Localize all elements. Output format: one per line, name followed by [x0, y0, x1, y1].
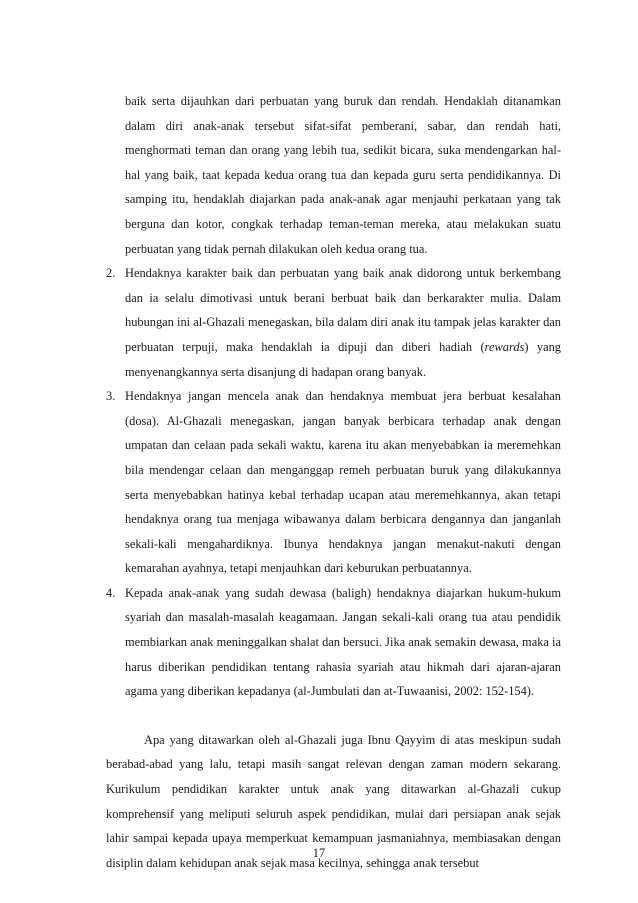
continued-list-text: baik serta dijauhkan dari perbuatan yang buruk dan rendah. Hendaklah ditanamkan dalam diri anak-anak tersebut sifat-sifat pemberani, sabar, dan rendah hati, menghormati teman dan orang yang lebih tua, sedikit bicara, suka mendengarkan hal-hal yang baik, taat kepada kedua orang tua dan kepada guru serta pendidikannya. Di samping itu, hendaklah diajarkan pada anak-anak agar menjauhi perkataan yang tak berguna dan kotor, congkak terhadap teman-teman mereka, atau melakukan suatu perbuatan yang tidak pernah dilakukan oleh kedua orang tua.: [125, 94, 561, 256]
list-item: [106, 581, 561, 704]
list-item-number: 4.: [106, 585, 116, 600]
list-item-text: Hendaknya jangan mencela anak dan hendaknya membuat jera berbuat kesalahan (dosa). Al-Ghazali menegaskan, jangan banyak berbicara terhadap anak dengan umpatan dan celaan pada sekali waktu, karena itu akan menyebabkan ia meremehkan bila mendengar celaan dan menganggap remeh perbuatan buruk yang dilakukannya serta menyebabkan hatinya kebal terhadap ucapan atau meremehkannya, akan tetapi hendaknya orang tua menjaga wibawanya dalam berbicara dengannya dan janganlah sekali-kali mengahardiknya. Ibunya hendaknya jangan menakut-nakuti dengan kemarahan ayahnya, tetapi menjauhkan dari keburukan perbuatannya.: [125, 389, 561, 576]
page-number: 17: [312, 846, 326, 860]
list-item: [106, 261, 561, 384]
list-item-number: 2.: [106, 266, 116, 281]
list-item-text: Hendaknya karakter baik dan perbuatan yang baik anak didorong untuk berkembang dan ia selalu dimotivasi untuk berani berbuat baik dan berkarakter mulia. Dalam hubungan ini al-Ghazali menegaskan, bila dalam diri anak itu tampak jelas karakter dan perbuatan terpuji, maka hendaklah ia dipuji dan diberi hadiah (: [125, 266, 561, 354]
numbered-list: [106, 261, 561, 704]
list-item-text: Kepada anak-anak yang sudah dewasa (baligh) hendaknya diajarkan hukum-hukum syariah dan masalah-masalah keagamaan. Jangan sekali-kali orang tua atau pendidik membiarkan anak meninggalkan shalat dan bersuci. Jika anak semakin dewasa, maka ia harus diberikan pendidikan tentang rahasia syariah atau hikmah dari ajaran-ajaran agama yang diberikan kepadanya (al-Jumbulati dan at-Tuwaanisi, 2002: 152-154).: [125, 585, 561, 699]
page-content: [106, 89, 561, 875]
list-item-text-after: ) yang menyenangkannya serta disanjung di hadapan orang banyak.: [125, 339, 561, 379]
list-item-number: 3.: [106, 389, 116, 404]
list-item: [106, 384, 561, 581]
body-paragraph: Apa yang ditawarkan oleh al-Ghazali juga Ibnu Qayyim di atas meskipun sudah berabad-abad yang lalu, tetapi masih sangat relevan dengan zaman modern sekarang. Kurikulum pendidikan karakter untuk anak yang ditawarkan al-Ghazali cukup komprehensif yang meliputi seluruh aspek pendidikan, mulai dari persiapan anak sejak lahir sampai kepada upaya memperkuat kemampuan jasmaniahnya, membiasakan dengan disiplin dalam kehidupan anak sejak masa kecilnya, sehingga anak tersebut: [106, 732, 561, 870]
list-item-italic: rewards: [484, 339, 525, 354]
